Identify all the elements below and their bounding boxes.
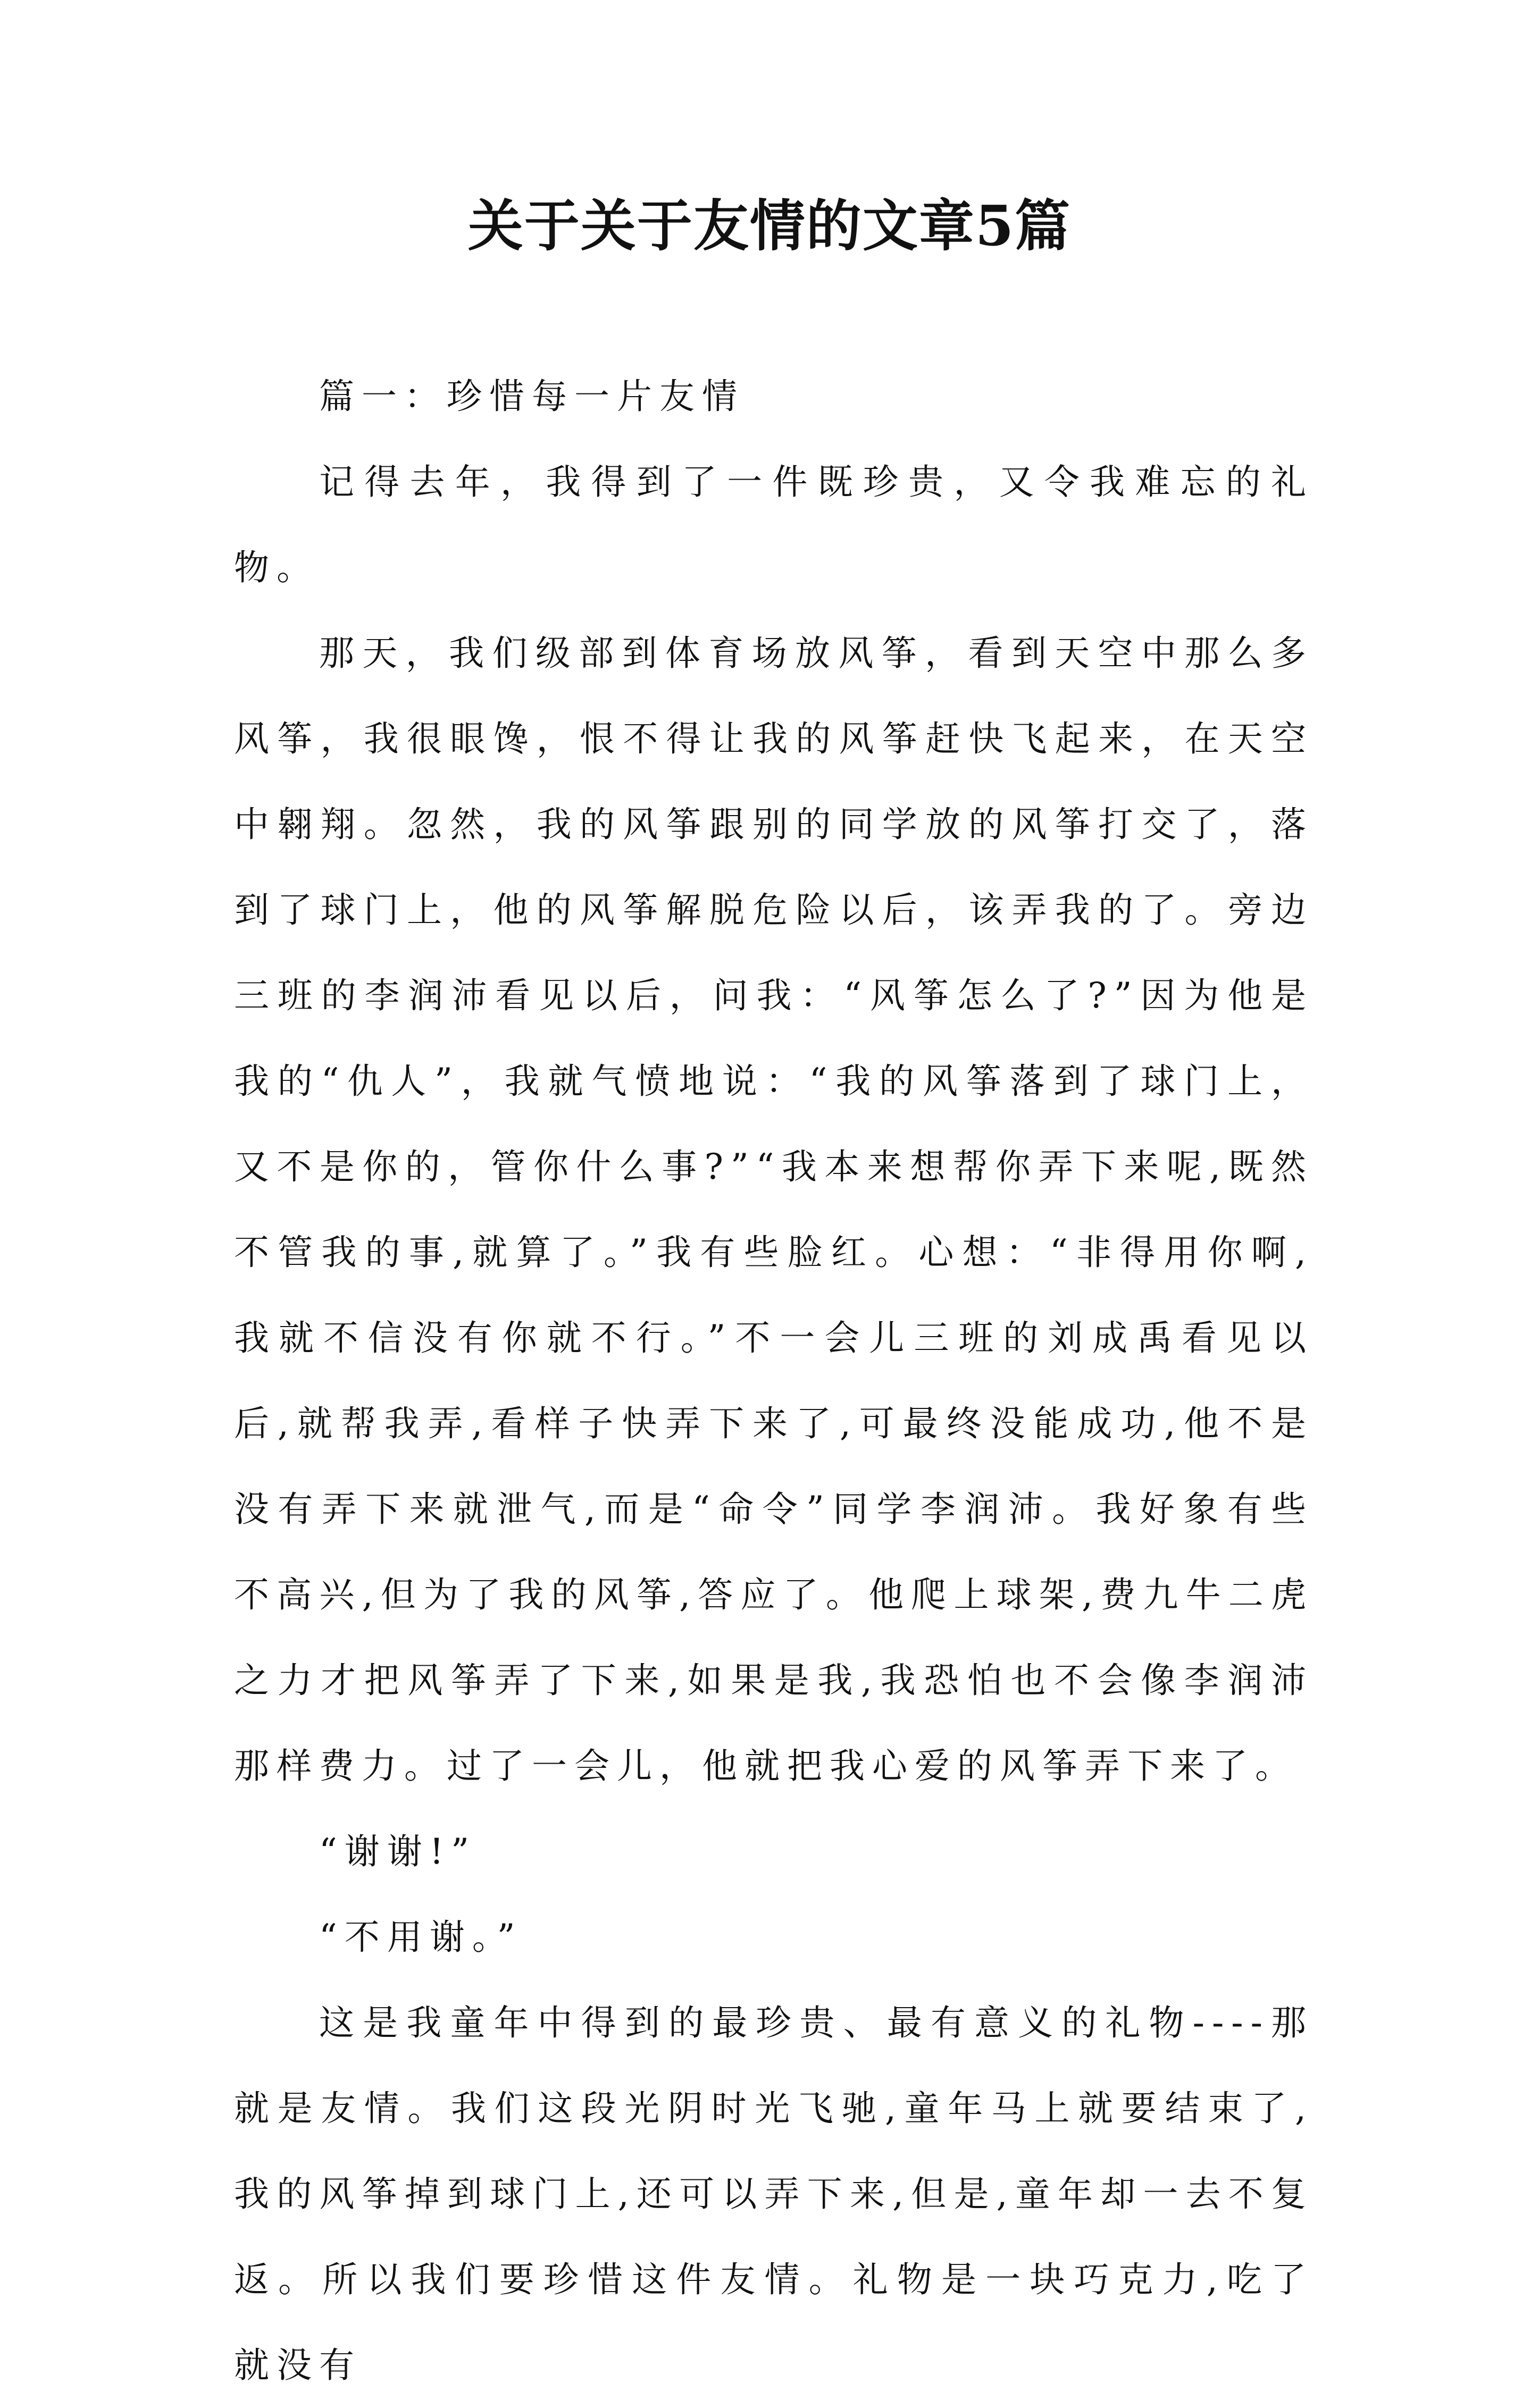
paragraph: 这是我童年中得到的最珍贵、最有意义的礼物----那就是友情。我们这段光阴时光飞驰,童年马上就要结束了,我的风筝掉到球门上,还可以弄下来,但是,童年却一去不复返。所以我们要珍惜这件友情。礼物是一块巧克力,吃了就没有 xyxy=(234,2002,1314,2386)
paragraph: “不用谢。” xyxy=(319,1917,523,1958)
paragraph: 那天，我们级部到体育场放风筝，看到天空中那么多风筝，我很眼馋，恨不得让我的风筝赶快飞起来，在天空中翱翔。忽然，我的风筝跟别的同学放的风筝打交了，落到了球门上，他的风筝解脱危险以后，该弄我的了。旁边三班的李润沛看见以后，问我：“风筝怎么了?”因为他是我的“仇人”，我就气愤地说：“我的风筝落到了球门上，又不是你的，管你什么事?”“我本来想帮你弄下来呢,既然不管我的事,就算了。”我有些脸红。心想：“非得用你啊,我就不信没有你就不行。”不一会儿三班的刘成禹看见以后,就帮我弄,看样子快弄下来了,可最终没能成功,他不是没有弄下来就泄气,而是“命令”同学李润沛。我好象有些不高兴,但为了我的风筝,答应了。他爬上球架,费九牛二虎之力才把风筝弄了下来,如果是我,我恐怕也不会像李润沛那样费力。过了一会儿，他就把我心爱的风筝弄下来了。 xyxy=(234,633,1314,1786)
paragraph: “谢谢!” xyxy=(319,1831,477,1872)
section-heading: 篇一：珍惜每一片友情 xyxy=(319,376,745,417)
paragraph: 记得去年，我得到了一件既珍贵，又令我难忘的礼物。 xyxy=(234,462,1314,588)
document-title: 关于关于友情的文章5篇 xyxy=(467,193,1072,258)
document-body xyxy=(234,354,1314,2408)
